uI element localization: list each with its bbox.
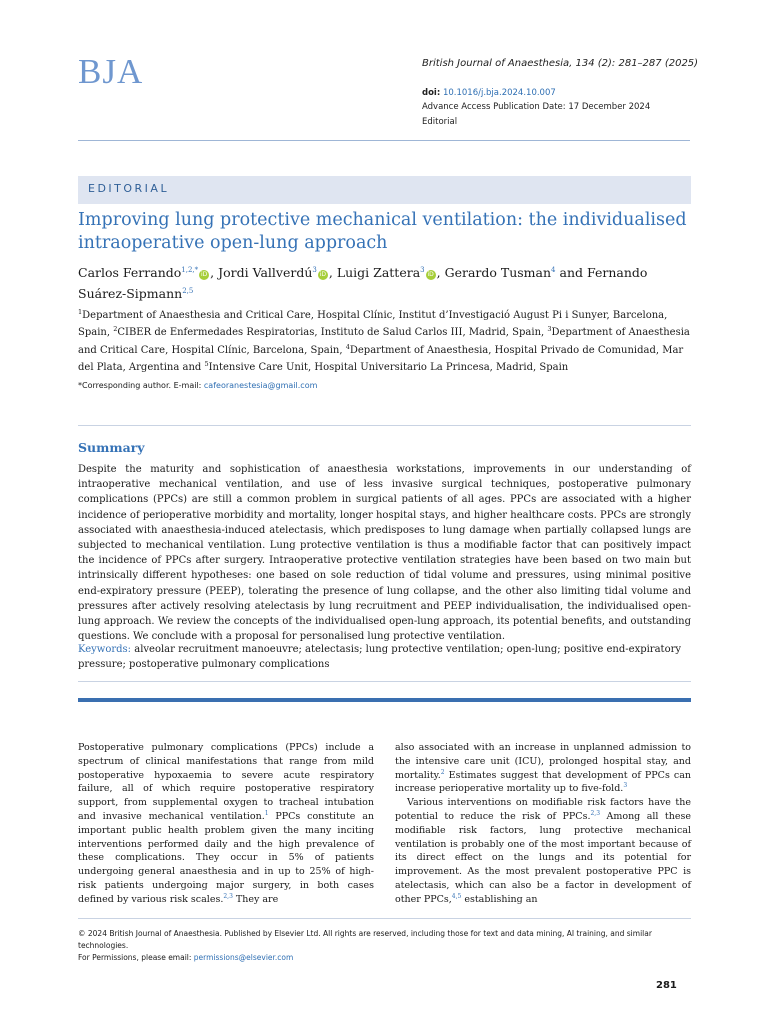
author-affil-ref[interactable]: 3 <box>420 266 425 274</box>
author-affil-ref[interactable]: 1,2,* <box>181 266 199 274</box>
permissions-email-link[interactable]: permissions@elsevier.com <box>193 953 294 962</box>
author-affil-ref[interactable]: 2,5 <box>182 287 194 295</box>
section-rule <box>78 698 691 702</box>
reference-link[interactable]: 4,5 <box>451 892 462 900</box>
body-column-left <box>78 741 374 907</box>
corresponding-email-link[interactable]: cafeoranestesia@gmail.com <box>203 381 318 390</box>
affil-text: Department of Anaesthesia and Critical Care, Hospital Clínic, Institut d’Investigació August Pi i Sunyer, Barcelona, Spain, <box>78 310 668 339</box>
section-label: EDITORIAL <box>88 182 170 195</box>
summary-heading: Summary <box>78 440 145 455</box>
body-text: also associated with an increase in unplanned admission to the intensive care unit (ICU), prolonged hospital stay, and mortality. <box>395 742 691 781</box>
body-paragraph <box>395 741 691 796</box>
body-text: Postoperative pulmonary complications (PPCs) include a spectrum of clinical manifestations that range from mild postoperative hypoxaemia to severe acute respiratory failure, all of which require postoperative respiratory support, from supplemental oxygen to tracheal intubation and invasive mechanical ventilation. <box>78 742 374 822</box>
affiliations <box>78 307 693 377</box>
affil-number: 2 <box>113 325 118 334</box>
affil-number: 3 <box>547 325 552 334</box>
access-date: Advance Access Publication Date: 17 December 2024 <box>422 102 651 112</box>
article-title: Improving lung protective mechanical ventilation: the individualised intraoperative open-lung approach <box>78 210 687 253</box>
affil-text: Department of Anaesthesia, Hospital Privado de Comunidad, Mar del Plata, Argentina and <box>78 344 684 374</box>
reference-link[interactable]: 2,3 <box>223 892 233 900</box>
section-band <box>78 176 691 204</box>
body-text: PPCs constitute an important public health problem given the many inciting interventions performed daily and the high prevalence of these complications. They occur in 5% of patients undergoing general anaesthesia and in up to 25% of high-risk patients undergoing major surgery, in both cases defined by various risk scales. <box>78 810 374 905</box>
affil-number: 5 <box>204 360 209 369</box>
summary-text: Despite the maturity and sophistication of anaesthesia workstations, improvements in our understanding of intraoperative mechanical ventilation, and use of less invasive surgical techniques, postoperative pulmonary complications (PPCs) are still a common problem in surgical patients of all ages. PPCs are associated with a higher incidence of perioperative morbidity and mortality, longer hospital stays, and higher healthcare costs. PPCs are strongly associated with anaesthesia-induced atelectasis, which predisposes to lung damage when partially collapsed lungs are subjected to mechanical ventilation. Lung protective ventilation is thus a modifiable factor that can positively impact the incidence of PPCs after surgery. Intraoperative protective ventilation strategies have been based on two main but intrinsically different hypotheses: one based on sole reduction of tidal volume and pressures, using minimal positive end-expiratory pressure (PEEP), tolerating the presence of lung collapse, and the other also limiting tidal volume and pressures after actively resolving atelectasis by lung recruitment and PEEP individualisation, the individualised open-lung approach. We review the concepts of the individualised open-lung approach, its potential benefits, and outstanding questions. We conclude with a proposal for personalised lung protective ventilation. <box>78 464 691 643</box>
author-name: Carlos Ferrando <box>78 265 182 280</box>
author-name: Gerardo Tusman <box>444 265 552 280</box>
author-name: Luigi Zattera <box>336 265 421 280</box>
author-list: Carlos Ferrando$^{1,2,*}$iD , Jordi Vallverdú$^3$iD , Luigi Zattera$^3$iD , Gerardo Tusman$^4$ and Fernando Suárez-Sipmann$^{2,5}$ <box>78 265 648 301</box>
permissions-label: For Permissions, please email: <box>78 953 194 962</box>
reference-link[interactable]: 2 <box>440 768 445 776</box>
orcid-icon[interactable]: iD <box>427 271 434 278</box>
page-number: 281 <box>656 980 677 991</box>
author-name: Fernando Suárez-Sipmann <box>78 265 648 301</box>
author-affil-ref[interactable]: 3 <box>312 266 317 274</box>
affil-text: Department of Anaesthesia and Critical Care, Hospital Clínic, Barcelona, Spain, <box>78 327 690 356</box>
permissions-line <box>78 952 691 964</box>
divider <box>78 425 691 426</box>
copyright-text: © 2024 British Journal of Anaesthesia. Published by Elsevier Ltd. All rights are reserved, including those for text and data mining, AI training, and similar technologies. <box>78 929 652 950</box>
keywords-label: Keywords: <box>78 644 132 655</box>
reference-link[interactable]: 2,3 <box>590 809 601 817</box>
body-text: They are <box>232 893 279 905</box>
body-text: Various interventions on modifiable risk factors have the potential to reduce the risk of PPCs. <box>395 797 691 822</box>
doi-line <box>422 88 556 98</box>
body-column-right <box>395 741 691 907</box>
corresponding-label: *Corresponding author. E-mail: <box>78 381 204 390</box>
affil-number: 1 <box>78 308 83 316</box>
keywords-text: alveolar recruitment manoeuvre; atelectasis; lung protective ventilation; open-lung; positive end-expiratory pressure; postoperative pulmonary complications <box>78 644 682 671</box>
doi-link[interactable]: 10.1016/j.bja.2024.10.007 <box>442 88 556 98</box>
body-paragraph <box>78 741 374 907</box>
corresponding-author <box>78 381 317 390</box>
doi-label: doi: <box>422 88 441 98</box>
body-text: Estimates suggest that development of PPCs can increase perioperative mortality up to five-fold. <box>395 769 691 795</box>
body-text: Among all these modifiable risk factors, lung protective mechanical ventilation is probably one of the most important because of its direct effect on the lungs and its potential for improvement. As the most prevalent postoperative PPC is atelectasis, which can also be a factor in development of other PPCs, <box>395 810 691 905</box>
reference-link[interactable]: 1 <box>264 809 269 817</box>
keywords <box>78 642 691 672</box>
affil-number: 4 <box>345 342 350 351</box>
article-type: Editorial <box>422 117 458 127</box>
header-divider <box>78 140 690 141</box>
body-paragraph <box>395 796 691 906</box>
footer-divider <box>78 918 691 919</box>
orcid-icon[interactable]: iD <box>200 271 208 278</box>
author-affil-ref[interactable]: 4 <box>551 266 556 274</box>
orcid-icon[interactable]: iD <box>319 271 327 278</box>
journal-logo: BJA <box>78 52 144 91</box>
divider <box>78 681 691 682</box>
journal-citation: British Journal of Anaesthesia, 134 (2): 281–287 (2025) <box>422 58 699 69</box>
copyright-notice <box>78 928 691 964</box>
author-name: Jordi Vallverdú <box>218 265 313 280</box>
affil-text: CIBER de Enfermedades Respiratorias, Instituto de Salud Carlos III, Madrid, Spain, <box>117 327 548 339</box>
affil-text: Intensive Care Unit, Hospital Universitario La Princesa, Madrid, Spain <box>208 362 569 374</box>
body-text: establishing an <box>461 893 538 905</box>
reference-link[interactable]: 3 <box>623 782 628 790</box>
